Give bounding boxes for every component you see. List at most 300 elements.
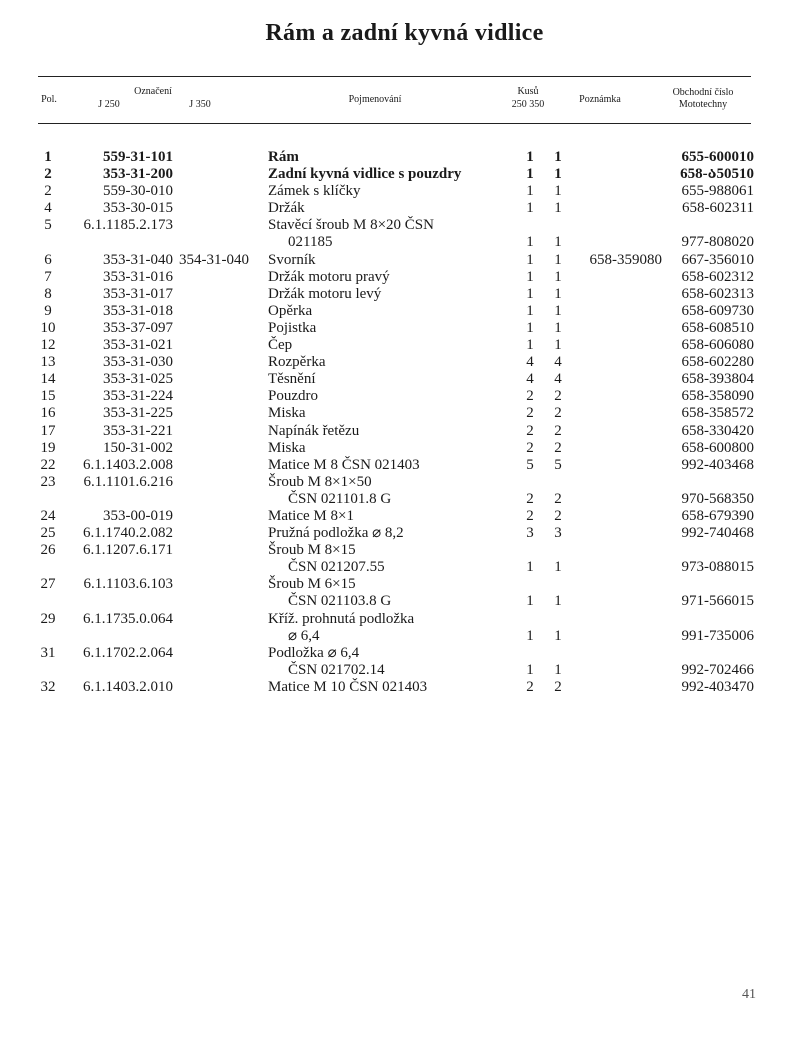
row-part-j250: 6.1.1403.2.008 xyxy=(83,456,173,473)
row-part-j250: 6.1.1740.2.082 xyxy=(83,525,173,542)
row-pol: 9 xyxy=(44,302,52,319)
row-qty-350: 1 xyxy=(554,200,562,217)
row-note xyxy=(572,269,662,286)
row-name-continuation: ČSN 021207.55 xyxy=(288,559,385,576)
row-note xyxy=(572,354,662,371)
row-part-j250 xyxy=(68,662,173,679)
row-pol xyxy=(28,593,68,610)
row-part-j250: 6.1.1185.2.173 xyxy=(83,217,173,234)
row-qty-350: 1 xyxy=(554,285,562,302)
row-pol xyxy=(28,491,68,508)
table-row xyxy=(28,662,754,679)
row-trade-number: 970-568350 xyxy=(681,490,754,507)
row-qty-350 xyxy=(544,576,572,593)
table-row xyxy=(28,457,754,474)
row-qty-350: 2 xyxy=(554,507,562,524)
table-row xyxy=(28,542,754,559)
row-part-j250: 353-31-224 xyxy=(103,388,173,405)
row-name: Napínák řetězu xyxy=(268,422,360,439)
table-row xyxy=(28,440,754,457)
row-trade-number xyxy=(662,217,754,234)
row-qty-250: 4 xyxy=(526,354,534,371)
row-qty-250: 1 xyxy=(526,627,534,644)
row-pol: 15 xyxy=(40,388,56,405)
row-trade-number: 658-602311 xyxy=(682,200,754,217)
row-qty-350: 1 xyxy=(554,268,562,285)
row-pol: 2 xyxy=(44,183,52,200)
table-row xyxy=(28,354,754,371)
table-row xyxy=(28,525,754,542)
table-row xyxy=(28,286,754,303)
row-part-j350 xyxy=(173,525,259,542)
row-qty-350: 1 xyxy=(554,166,562,183)
row-note xyxy=(572,337,662,354)
row-note xyxy=(572,611,662,628)
row-part-j250: 559-31-101 xyxy=(103,149,173,165)
row-name-continuation: ČSN 021101.8 G xyxy=(288,490,392,507)
row-note xyxy=(572,645,662,662)
row-qty-250: 2 xyxy=(526,422,534,439)
row-name: Zadní kyvná vidlice s pouzdry xyxy=(268,166,462,183)
row-qty-350: 1 xyxy=(554,337,562,354)
page-title: Rám a zadní kyvná vidlice xyxy=(265,20,544,46)
row-qty-250 xyxy=(516,474,544,491)
row-part-j350 xyxy=(173,303,259,320)
table-row xyxy=(28,234,754,251)
row-note: 658-359080 xyxy=(589,251,662,268)
row-qty-250 xyxy=(516,542,544,559)
row-note xyxy=(572,217,662,234)
row-pol: 1 xyxy=(44,149,52,165)
row-note xyxy=(572,371,662,388)
row-part-j250: 353-31-040 xyxy=(103,251,173,268)
header-bottom-rule xyxy=(38,123,751,124)
row-trade-number: 977-808020 xyxy=(681,234,754,251)
table-row xyxy=(28,303,754,320)
row-qty-250: 2 xyxy=(526,405,534,422)
row-part-j250: 353-37-097 xyxy=(103,319,173,336)
row-part-j350 xyxy=(173,405,259,422)
row-pol: 8 xyxy=(44,285,52,302)
row-name: Pružná podložka ⌀ 8,2 xyxy=(268,525,404,542)
table-row xyxy=(28,200,754,217)
header-j350: J 350 xyxy=(189,99,211,110)
row-qty-350: 1 xyxy=(554,302,562,319)
row-name: Svorník xyxy=(268,251,316,268)
row-part-j350 xyxy=(173,576,259,593)
row-part-j350: 354-31-040 xyxy=(179,251,249,268)
row-name xyxy=(259,491,516,508)
row-trade-number xyxy=(662,645,754,662)
row-pol xyxy=(28,662,68,679)
table-row xyxy=(28,593,754,610)
row-qty-350: 1 xyxy=(554,251,562,268)
row-trade-number: 992-403470 xyxy=(681,678,754,695)
row-part-j350 xyxy=(173,611,259,628)
row-pol: 24 xyxy=(40,507,56,524)
row-pol: 23 xyxy=(40,473,56,490)
row-name: Šroub M 6×15 xyxy=(268,576,356,593)
row-part-j250: 353-31-225 xyxy=(103,405,173,422)
row-qty-350 xyxy=(544,542,572,559)
row-part-j250: 6.1.1735.0.064 xyxy=(83,610,173,627)
row-note xyxy=(572,542,662,559)
table-row xyxy=(28,166,754,183)
row-name: Těsnění xyxy=(268,371,316,388)
row-qty-350 xyxy=(544,217,572,234)
row-trade-number: 667-356010 xyxy=(681,251,754,268)
row-name: Pojistka xyxy=(268,319,317,336)
row-part-j250: 353-31-030 xyxy=(103,354,173,371)
row-pol: 25 xyxy=(40,525,56,542)
row-part-j250: 559-30-010 xyxy=(103,183,173,200)
row-qty-250 xyxy=(516,611,544,628)
row-qty-250 xyxy=(516,217,544,234)
row-note xyxy=(572,628,662,645)
row-qty-250: 1 xyxy=(526,285,534,302)
row-pol: 17 xyxy=(40,422,56,439)
row-qty-250: 1 xyxy=(526,268,534,285)
table-row xyxy=(28,405,754,422)
row-part-j250: 353-31-025 xyxy=(103,371,173,388)
row-qty-350: 2 xyxy=(554,439,562,456)
row-part-j250: 6.1.1702.2.064 xyxy=(83,644,173,661)
parts-table xyxy=(28,149,754,696)
row-note xyxy=(572,508,662,525)
row-qty-250: 1 xyxy=(526,302,534,319)
row-pol xyxy=(28,559,68,576)
header-oznaceni: Označení xyxy=(134,86,172,97)
row-qty-350: 2 xyxy=(554,405,562,422)
row-qty-250: 1 xyxy=(526,251,534,268)
row-pol: 32 xyxy=(40,678,56,695)
row-trade-number: 992-740468 xyxy=(681,525,754,542)
row-qty-250: 1 xyxy=(526,149,534,165)
row-part-j250 xyxy=(68,559,173,576)
row-pol: 16 xyxy=(40,405,56,422)
table-row xyxy=(28,371,754,388)
row-note xyxy=(572,200,662,217)
row-part-j350 xyxy=(173,388,259,405)
row-name: Miska xyxy=(268,405,306,422)
row-qty-350: 1 xyxy=(554,661,562,678)
row-pol: 13 xyxy=(40,354,56,371)
row-part-j250: 353-31-021 xyxy=(103,337,173,354)
table-row xyxy=(28,388,754,405)
row-part-j250 xyxy=(68,234,173,251)
row-qty-250 xyxy=(516,576,544,593)
row-trade-number: 658-393804 xyxy=(681,371,754,388)
row-qty-350: 1 xyxy=(554,627,562,644)
row-qty-250: 2 xyxy=(526,507,534,524)
row-qty-350: 1 xyxy=(554,183,562,200)
row-part-j350 xyxy=(173,508,259,525)
row-trade-number xyxy=(662,576,754,593)
row-trade-number: 658-358572 xyxy=(681,405,754,422)
row-qty-250: 1 xyxy=(526,200,534,217)
row-part-j350 xyxy=(173,628,259,645)
row-name: Matice M 10 ČSN 021403 xyxy=(268,678,428,695)
table-row xyxy=(28,576,754,593)
row-part-j350 xyxy=(173,440,259,457)
row-qty-350: 2 xyxy=(554,422,562,439)
row-trade-number: 992-702466 xyxy=(681,661,754,678)
table-row xyxy=(28,337,754,354)
row-name: Podložka ⌀ 6,4 xyxy=(268,644,360,661)
row-part-j350 xyxy=(173,371,259,388)
row-part-j350 xyxy=(173,474,259,491)
header-pol: Pol. xyxy=(41,94,57,105)
row-note xyxy=(572,491,662,508)
row-pol: 27 xyxy=(40,576,56,593)
row-part-j350 xyxy=(173,662,259,679)
row-qty-250: 4 xyxy=(526,371,534,388)
row-part-j350 xyxy=(173,559,259,576)
row-trade-number: 658-606080 xyxy=(681,337,754,354)
table-row xyxy=(28,252,754,269)
row-name-continuation: ČSN 021103.8 G xyxy=(288,593,392,610)
table-row xyxy=(28,320,754,337)
row-name-continuation: 021185 xyxy=(288,234,333,251)
row-name xyxy=(259,559,516,576)
table-row xyxy=(28,183,754,200)
row-qty-350 xyxy=(544,611,572,628)
row-name-continuation: ⌀ 6,4 xyxy=(288,627,320,644)
row-trade-number: 658-679390 xyxy=(681,507,754,524)
row-name: Zámek s klíčky xyxy=(268,183,361,200)
row-trade-number: 658-600800 xyxy=(681,439,754,456)
row-part-j250 xyxy=(68,491,173,508)
row-part-j350 xyxy=(173,593,259,610)
row-part-j350 xyxy=(173,234,259,251)
row-note xyxy=(572,440,662,457)
row-part-j350 xyxy=(173,354,259,371)
row-trade-number xyxy=(662,542,754,559)
row-qty-350: 2 xyxy=(554,678,562,695)
row-part-j250 xyxy=(68,593,173,610)
row-part-j250: 353-31-200 xyxy=(103,166,173,183)
row-part-j250: 353-30-015 xyxy=(103,200,173,217)
row-qty-250 xyxy=(516,645,544,662)
row-name: Čep xyxy=(268,337,293,354)
row-part-j250: 6.1.1101.6.216 xyxy=(83,473,173,490)
row-part-j350 xyxy=(173,286,259,303)
row-part-j250: 353-31-018 xyxy=(103,302,173,319)
row-name: Šroub M 8×15 xyxy=(268,542,356,559)
row-pol: 12 xyxy=(40,337,56,354)
row-part-j350 xyxy=(173,217,259,234)
row-qty-250: 2 xyxy=(526,490,534,507)
header-obchodni-cislo: Obchodní číslo xyxy=(672,87,734,98)
table-row xyxy=(28,269,754,286)
header-pojmenovani: Pojmenování xyxy=(348,94,402,105)
row-note xyxy=(572,423,662,440)
row-part-j350 xyxy=(173,320,259,337)
row-part-j350 xyxy=(173,542,259,559)
table-row xyxy=(28,611,754,628)
table-row xyxy=(28,423,754,440)
row-name: Matice M 8×1 xyxy=(268,507,354,524)
row-trade-number: 655-988061 xyxy=(681,183,754,200)
row-pol: 22 xyxy=(40,456,56,473)
row-pol: 19 xyxy=(40,439,56,456)
row-pol: 10 xyxy=(40,319,56,336)
row-note xyxy=(572,405,662,422)
row-note xyxy=(572,662,662,679)
row-trade-number: 992-403468 xyxy=(681,456,754,473)
row-pol xyxy=(28,628,68,645)
row-part-j250: 353-31-016 xyxy=(103,268,173,285)
row-qty-350: 2 xyxy=(554,490,562,507)
row-qty-250: 3 xyxy=(526,525,534,542)
row-name xyxy=(259,234,516,251)
row-part-j350 xyxy=(173,183,259,200)
row-trade-number: 658-602280 xyxy=(681,354,754,371)
row-qty-350: 1 xyxy=(554,559,562,576)
row-name: Stavěcí šroub M 8×20 ČSN xyxy=(268,217,434,234)
row-note xyxy=(572,183,662,200)
row-part-j350 xyxy=(173,457,259,474)
row-part-j350 xyxy=(173,337,259,354)
row-name: Šroub M 8×1×50 xyxy=(268,473,372,490)
row-note xyxy=(572,149,662,166)
row-part-j250: 6.1.1207.6.171 xyxy=(83,542,173,559)
row-note xyxy=(572,593,662,610)
row-note xyxy=(572,457,662,474)
row-qty-250: 2 xyxy=(526,678,534,695)
row-note xyxy=(572,559,662,576)
row-note xyxy=(572,388,662,405)
table-row xyxy=(28,149,754,166)
row-qty-250: 2 xyxy=(526,388,534,405)
row-name: Držák xyxy=(268,200,305,217)
row-qty-250: 1 xyxy=(526,337,534,354)
row-part-j250: 353-31-221 xyxy=(103,422,173,439)
row-qty-350: 1 xyxy=(554,593,562,610)
row-name: Držák motoru pravý xyxy=(268,268,390,285)
row-note xyxy=(572,525,662,542)
row-note xyxy=(572,166,662,183)
row-pol: 14 xyxy=(40,371,56,388)
row-note xyxy=(572,679,662,696)
row-part-j350 xyxy=(173,200,259,217)
row-note xyxy=(572,320,662,337)
header-mototechny: Mototechny xyxy=(678,99,728,110)
row-part-j350 xyxy=(173,166,259,183)
row-pol: 31 xyxy=(40,644,56,661)
row-name: Rám xyxy=(268,149,299,165)
row-qty-350 xyxy=(544,474,572,491)
row-pol: 29 xyxy=(40,610,56,627)
row-note xyxy=(572,303,662,320)
row-qty-250: 1 xyxy=(526,593,534,610)
table-row xyxy=(28,645,754,662)
row-pol xyxy=(28,234,68,251)
row-qty-350 xyxy=(544,645,572,662)
header-j250: J 250 xyxy=(98,99,120,110)
header-kusu-cols: 250 350 xyxy=(511,99,545,110)
row-part-j350 xyxy=(173,679,259,696)
row-pol: 7 xyxy=(44,268,52,285)
row-part-j350 xyxy=(173,269,259,286)
row-name-continuation: ČSN 021702.14 xyxy=(288,661,385,678)
row-part-j350 xyxy=(173,423,259,440)
row-qty-350: 2 xyxy=(554,388,562,405)
row-name: Opěrka xyxy=(268,302,313,319)
table-row xyxy=(28,628,754,645)
row-trade-number xyxy=(662,611,754,628)
table-row xyxy=(28,559,754,576)
row-note xyxy=(572,576,662,593)
row-name: Držák motoru levý xyxy=(268,285,382,302)
row-trade-number: 655-600010 xyxy=(681,149,754,165)
row-qty-250: 5 xyxy=(526,456,534,473)
row-part-j250: 353-00-019 xyxy=(103,507,173,524)
row-qty-350: 4 xyxy=(554,354,562,371)
row-name xyxy=(259,628,516,645)
row-part-j350 xyxy=(173,491,259,508)
row-part-j350 xyxy=(173,645,259,662)
row-trade-number: 658-358090 xyxy=(681,388,754,405)
row-trade-number: 991-735006 xyxy=(681,627,754,644)
table-row xyxy=(28,491,754,508)
header-poznamka: Poznámka xyxy=(579,94,621,105)
row-part-j250: 353-31-017 xyxy=(103,285,173,302)
row-trade-number: 971-566015 xyxy=(681,593,754,610)
row-trade-number xyxy=(662,474,754,491)
row-qty-250: 1 xyxy=(526,234,534,251)
row-qty-250: 1 xyxy=(526,183,534,200)
row-qty-250: 1 xyxy=(526,661,534,678)
row-name: Miska xyxy=(268,439,306,456)
row-note xyxy=(572,286,662,303)
row-qty-350: 5 xyxy=(554,456,562,473)
page-number: 41 xyxy=(742,987,756,1002)
row-part-j250: 6.1.1403.2.010 xyxy=(83,678,173,695)
row-note xyxy=(572,234,662,251)
table-row xyxy=(28,679,754,696)
row-name: Pouzdro xyxy=(268,388,318,405)
row-trade-number: 658-330420 xyxy=(681,422,754,439)
row-qty-350: 1 xyxy=(554,319,562,336)
row-pol: 2 xyxy=(44,166,52,183)
row-pol: 26 xyxy=(40,542,56,559)
row-name: Kříž. prohnutá podložka xyxy=(268,610,415,627)
row-part-j250: 6.1.1103.6.103 xyxy=(83,576,173,593)
row-name: Matice M 8 ČSN 021403 xyxy=(268,456,420,473)
row-name: Rozpěrka xyxy=(268,354,326,371)
row-trade-number: 973-088015 xyxy=(681,559,754,576)
row-trade-number: 658-ა50510 xyxy=(680,166,754,183)
row-trade-number: 658-609730 xyxy=(681,302,754,319)
header-kusu: Kusů xyxy=(517,86,539,97)
row-qty-350: 4 xyxy=(554,371,562,388)
row-trade-number: 658-602313 xyxy=(681,285,754,302)
table-row xyxy=(28,474,754,491)
row-name xyxy=(259,662,516,679)
table-row xyxy=(28,217,754,234)
header-top-rule xyxy=(38,76,751,77)
row-qty-250: 1 xyxy=(526,319,534,336)
row-pol: 6 xyxy=(44,251,52,268)
row-qty-350: 1 xyxy=(554,149,562,165)
row-qty-350: 1 xyxy=(554,234,562,251)
row-name xyxy=(259,593,516,610)
row-qty-250: 2 xyxy=(526,439,534,456)
row-qty-250: 1 xyxy=(526,166,534,183)
table-row xyxy=(28,508,754,525)
row-part-j250 xyxy=(68,628,173,645)
